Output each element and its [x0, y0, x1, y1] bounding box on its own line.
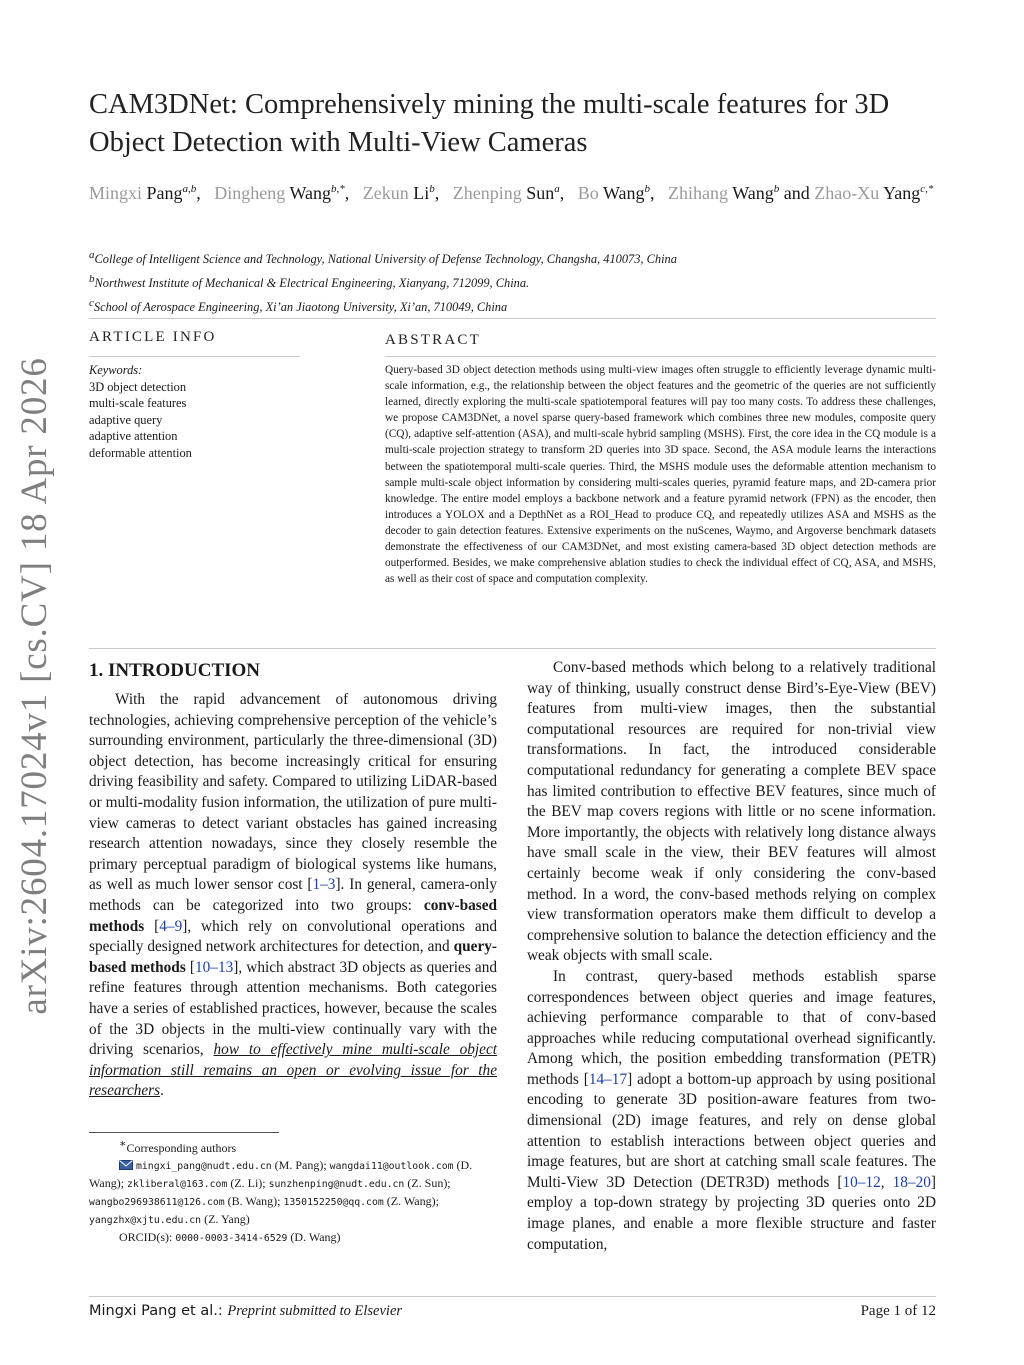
email-link[interactable]: zkliberal@163.com: [127, 1179, 228, 1190]
author-list: Mingxi Pang$^{a,b}$, Dingheng Wang$^{b,*}$, Zekun Li$^b$, Zhenping Sun$^a$, Bo Wang$^b$, Zhihang Wang$^b$ and Zhao-Xu Yang$^{c,*}$: [89, 183, 934, 203]
right-column: [527, 658, 936, 1255]
citation-link[interactable]: 10–13: [195, 958, 234, 976]
intro-paragraph: Conv-based methods which belong to a relatively traditional way of thinking, usually construct dense Bird’s-Eye-View (BEV) features from multi-view images, then the substantial computational resources are required for non-trivial view transformations. In fact, the introduced considerable computational redundancy for generating a complete BEV space has limited contribution to effective BEV features, since much of the BEV map covers regions with little or no scene information. More importantly, the objects with relatively long distance always have small scale in the view, their BEV features will almost certainly become weak if only considering the conv-based method. In a word, the conv-based methods relying on complex view transformation operators make them difficult to develop a comprehensive solution to balance the detection efficiency and the weak objects with small scale.: [527, 659, 936, 965]
author[interactable]: Zekun Li$^b$: [362, 183, 435, 203]
email-link[interactable]: yangzhx@xjtu.edu.cn: [89, 1215, 202, 1226]
citation-link[interactable]: 14–17: [588, 1070, 628, 1088]
intro-paragraph: With the rapid advancement of autonomous driving technologies, achieving comprehensive perception of the vehicle’s surrounding environment, particularly the three-dimensional (3D) object detection, has become increasingly critical for ensuring driving feasibility and safety. Compared to utilizing LiDAR-based or multi-modality fusion information, the utilization of pure multi-view cameras to detect variant obstacles has gained increasing research attention nowadays, since they closely resemble the primary perceptual paradigm of biological systems like humans, as well as much lower sensor cost [1–3]. In general, camera-only methods can be categorized into two groups: conv-based methods [4–9], which rely on convolutional operations and specially designed network architectures for detection, and query-based methods [10–13], which abstract 3D objects as queries and refine features through attention mechanisms. Both categories have a series of established practices, however, because the scales of the 3D objects in the multi-view continually vary with the driving scenarios, how to effectively mine multi-scale object information still remains an open or evolving issue for the researchers.: [89, 691, 498, 1100]
footnote-rule: [89, 1132, 279, 1133]
envelope-icon: [119, 1160, 133, 1170]
email-link[interactable]: wangdai11@outlook.com: [329, 1161, 454, 1172]
keyword: adaptive query: [89, 412, 163, 427]
divider: [89, 318, 936, 319]
keyword: 3D object detection: [89, 380, 187, 394]
email-list: mingxi_pang@nudt.edu.cn (M. Pang); wangdai11@outlook.com (D. Wang); zkliberal@163.com (Z. Li); sunzhenping@nudt.edu.cn (Z. Sun); wangbo296938611@126.com (B. Wang); 1350152250@qq.com (Z. Wang); yangzhx@xjtu.edu.cn (Z. Yang): [89, 1158, 473, 1226]
abstract-text: Query-based 3D object detection methods using multi-view images often struggle to efficiently leverage dynamic multi-scale information, e.g., the relationship between the object features and the geometric of the queries are not sufficiently learned, directly exploring the multi-scale spatiotemporal features will pay too many costs. To address these challenges, we propose CAM3DNet, a novel sparse query-based framework which combines three new modules, composite query (CQ), adaptive self-attention (ASA), and multi-scale hybrid sampling (MSHS). First, the core idea in the CQ module is a multi-scale projection strategy to transform 2D queries into 3D space. Second, the ASA module learns the interactions between the spatiotemporal multi-scale queries. Third, the MSHS module uses the deformable attention mechanism to sample multi-scale object information by considering multi-scales queries, pyramid feature maps, and 2D-camera prior knowledge. The entire model employs a backbone network and a feature pyramid network (FPN) as the encoder, then introduces a YOLOX and a DepthNet as a ROI_Head to produce CQ, and repeatedly utilizes ASA and MSHS as the decoder to gain detection features. Extensive experiments on the nuScenes, Waymo, and Argoverse benchmark datasets demonstrate the effectiveness of our CAM3DNet, and most existing camera-based 3D object detection methods are outperformed. Besides, we make comprehensive ablation studies to check the individual effect of CQ, ASA, and MSHS, as well as their cost of space and computation complexity.: [385, 364, 936, 586]
affiliation: $^b$Northwest Institute of Mechanical & Electrical Engineering, Xianyang, 712099, China.: [89, 273, 530, 291]
orcid-link[interactable]: 0000-0003-3414-6529: [175, 1233, 288, 1244]
affiliation: $^a$College of Intelligent Science and Technology, National University of Defense Technology, Changsha, 410073, China: [89, 249, 677, 267]
divider: [385, 356, 936, 357]
keywords-label: Keywords:: [89, 363, 143, 377]
email-link[interactable]: mingxi_pang@nudt.edu.cn: [136, 1161, 272, 1172]
affiliation: $^c$School of Aerospace Engineering, Xi’an Jiaotong University, Xi’an, 710049, China: [89, 297, 508, 315]
corresponding-note: ∗Corresponding authors: [119, 1138, 237, 1155]
citation-link[interactable]: 4–9: [159, 917, 183, 935]
keyword: multi-scale features: [89, 396, 187, 411]
author[interactable]: Zhihang Wang$^b$: [668, 183, 780, 203]
emphasized-sentence: how to effectively mine multi-scale object information still remains an open or evolving issue for the researchers: [89, 1041, 497, 1100]
keyword: deformable attention: [89, 445, 192, 460]
citation-link[interactable]: 18–20: [892, 1173, 931, 1191]
email-link[interactable]: wangbo296938611@126.com: [89, 1197, 225, 1208]
footnotes: [89, 1136, 497, 1247]
running-footer: Mingxi Pang et al.: Preprint submitted to Elsevier: [89, 1303, 403, 1319]
arxiv-identifier-stamp: arXiv:2604.17024v1 [cs.CV] 18 Apr 2026: [14, 357, 55, 1015]
intro-paragraph: In contrast, query-based methods establish sparse correspondences between object queries and image features, achieving performance comparable to that of conv-based approaches while reducing computational overhead significantly. Among which, the position embedding transformation (PETR) methods [14–17] adopt a bottom-up approach by using positional encoding to generate 3D position-aware features from two-dimensional (2D) image features, and rely on dense global attention to establish interactions between object queries and image features, but are short at catching small scale features. The Multi-View 3D Detection (DETR3D) methods [10–12, 18–20] employ a top-down strategy by projecting 3D queries onto 2D image planes, and enable a more flexible structure and faster computation,: [527, 967, 936, 1253]
citation-link[interactable]: 1–3: [312, 876, 336, 894]
author[interactable]: Bo Wang$^b$: [577, 183, 650, 203]
keyword: adaptive attention: [89, 429, 178, 444]
article-info-heading: ARTICLE INFO: [89, 329, 217, 345]
keywords-list: [89, 379, 192, 461]
email-link[interactable]: 1350152250@qq.com: [283, 1197, 384, 1208]
paper-title: CAM3DNet: Comprehensively mining the multi-scale features for 3D Object Detection with Multi-View Cameras: [89, 89, 890, 158]
section-heading-introduction: 1. INTRODUCTION: [89, 660, 261, 681]
author[interactable]: Dingheng Wang$^{b,*}$: [214, 183, 345, 203]
divider: [89, 648, 936, 649]
author[interactable]: Zhenping Sun$^a$: [452, 183, 560, 203]
author[interactable]: Mingxi Pang$^{a,b}$: [89, 183, 197, 203]
affiliations: [89, 245, 949, 317]
author[interactable]: Zhao-Xu Yang$^{c,*}$: [814, 183, 934, 203]
page-number: Page 1 of 12: [860, 1303, 936, 1319]
abstract-heading: ABSTRACT: [385, 332, 481, 348]
citation-link[interactable]: 10–12: [842, 1173, 881, 1191]
orcid-note: ORCID(s): 0000-0003-3414-6529 (D. Wang): [119, 1230, 341, 1244]
footer-divider: [89, 1296, 936, 1297]
email-link[interactable]: sunzhenping@nudt.edu.cn: [268, 1179, 405, 1190]
divider: [89, 356, 300, 357]
